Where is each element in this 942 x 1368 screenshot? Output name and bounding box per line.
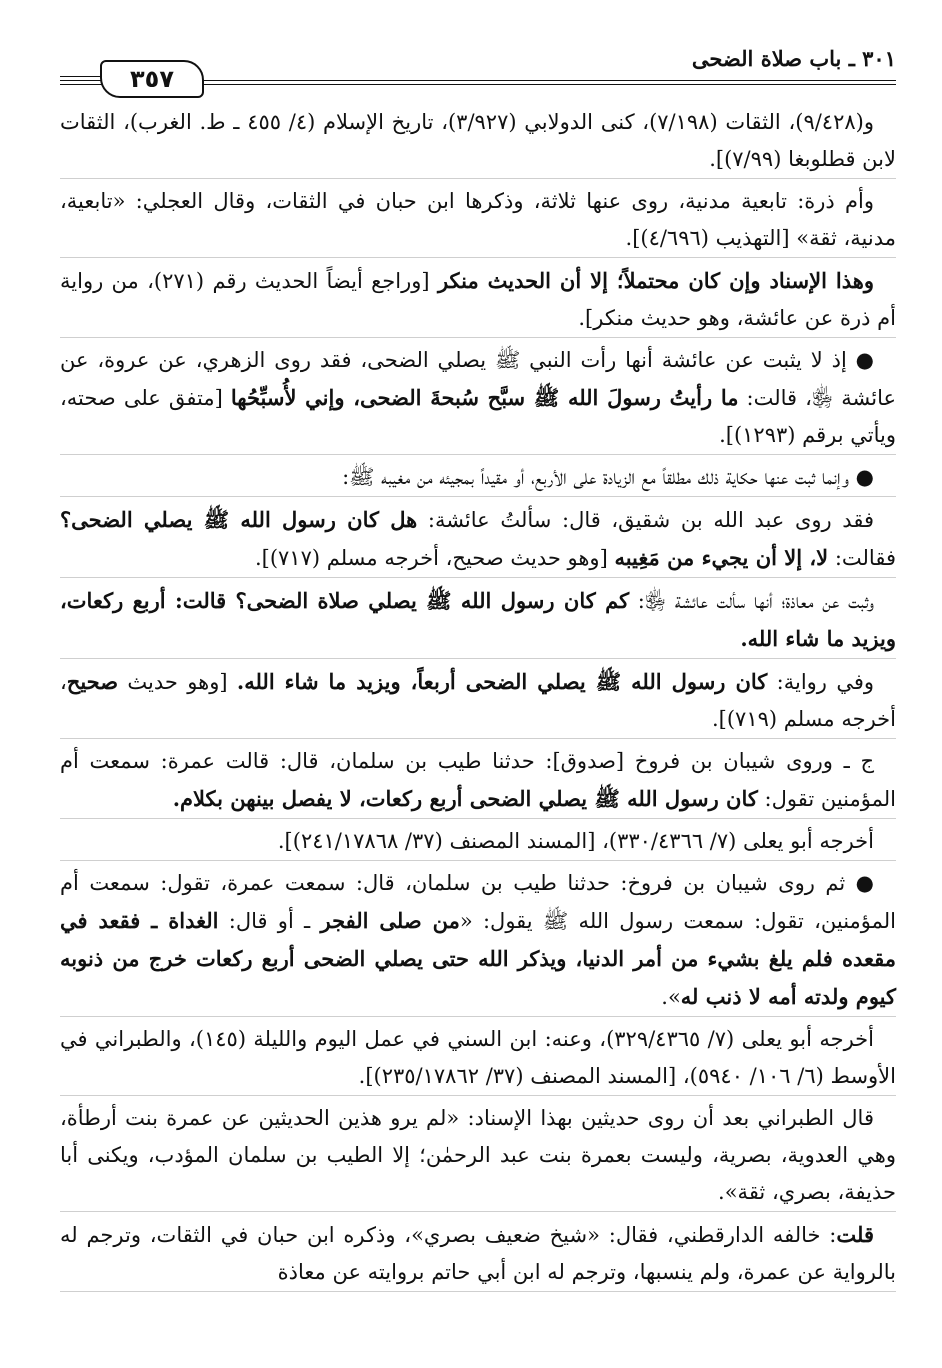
bold-text: الغداة ـ فقعد في مقعده فلم يلغ بشيء من أمر الدنيا، ويذكر الله حتى يصلي الضحى أربع ركعات خرج من ذنوبه كيوم ولدته أمه لا ذنب له	[60, 908, 896, 1009]
bold-text: هل كان رسول الله ﷺ يصلي الضحى؟	[60, 507, 418, 532]
text-run: ».	[661, 985, 681, 1009]
text-run: [وهو حديث صحيح، أخرجه مسلم (٧١٧)].	[254, 546, 615, 570]
paragraph	[60, 183, 896, 258]
document-page	[60, 40, 896, 1340]
page-number: ٣٥٧	[100, 60, 204, 98]
text-run: ـ أو قال:	[218, 909, 321, 933]
paragraph	[60, 823, 896, 861]
text-run: [وهو حديث	[118, 670, 237, 694]
document-body	[60, 104, 896, 1292]
paragraph	[60, 743, 896, 819]
text-run: [متفق على صحته، ويأتي برقم (١٢٩٣)].	[60, 386, 896, 447]
paragraph	[60, 459, 896, 497]
text-run: ● ثم روى شيبان بن فروخ: حدثنا طيب بن سلمان، قال: سمعت عمرة، تقول: سمعت أم المؤمنين، تقول: سمعت رسول الله ﷺ يقول: «	[60, 871, 896, 933]
text-run: أخرجه أبو يعلى (٧/ ٣٢٩/٤٣٦٥)، وعنه: ابن السني في عمل اليوم والليلة (١٤٥)، والطبراني في الأوسط (٦/ ١٠٦/ ٥٩٤٠)، [المسند المصنف (٣٧/ ٢٣٥/١٧٨٦٢)].	[60, 1027, 896, 1088]
paragraph	[60, 1100, 896, 1212]
text-run: ● إذ لا يثبت عن عائشة أنها رأت النبي ﷺ يصلي الضحى، فقد روى الزهري، عن عروة، عن عائشة ﵂، قالت:	[60, 348, 896, 410]
text-run: [وراجع أيضاً الحديث رقم (٢٧١)، من رواية أم ذرة عن عائشة، وهو حديث منكر].	[60, 269, 896, 330]
chapter-title: ٣٠١ ـ باب صلاة الضحى	[691, 46, 896, 71]
bold-text: صحيح	[66, 669, 119, 694]
bold-text: ما رأيتُ رسولَ الله ﷺ سبَّح سُبحةَ الضحى، وإني لأُسبِّحُها	[230, 385, 739, 410]
paragraph	[60, 1216, 896, 1292]
text-run: : خالفه الدارقطني، فقال: «شيخ ضعيف بصري»، وذكره ابن حبان في الثقات، وترجم له بالرواية عن عمرة، ولم ينسبها، وترجم له ابن أبي حاتم بروايته عن معاذة	[60, 1223, 896, 1284]
text-run: ، أخرجه مسلم (٧١٩)].	[60, 670, 896, 731]
paragraph	[60, 582, 896, 659]
page-number-line-double	[60, 80, 100, 81]
paragraph	[60, 865, 896, 1017]
bold-text: كان رسول الله ﷺ يصلي الضحى أربعاً، ويزيد ما شاء الله.	[236, 669, 768, 694]
page-number-line	[60, 76, 100, 77]
text-run: وأم ذرة: تابعية مدنية، روى عنها ثلاثة، وذكرها ابن حبان في الثقات، وقال العجلي: «تابعية، مدنية، ثقة» [التهذيب (٤/٦٩٦)].	[60, 189, 896, 250]
text-run: ج ـ وروى شيبان بن فروخ [صدوق]: حدثنا طيب بن سلمان، قال: قالت عمرة: سمعت أم المؤمنين تقول:	[60, 749, 896, 811]
bold-text: كم كان رسول الله ﷺ يصلي صلاة الضحى؟ قالت: أربع ركعات، ويزيد ما شاء الله.	[60, 588, 896, 651]
paragraph	[60, 663, 896, 739]
text-run: فقالت:	[828, 546, 896, 570]
paragraph	[60, 262, 896, 338]
text-run: فقد روى عبد الله بن شقيق، قال: سألتُ عائشة:	[417, 508, 874, 532]
text-run: وفي رواية:	[767, 670, 874, 694]
paragraph	[60, 1021, 896, 1096]
paragraph	[60, 342, 896, 455]
bold-text: وهذا الإسناد وإن كان محتملاً؛ إلا أن الحديث منكر	[437, 268, 875, 293]
text-run: قال الطبراني بعد أن روى حديثين بهذا الإسناد: «لم يرو هذين الحديثين عن عمرة بنت أرطأة، وهي العدوية، بصرية، وليست بعمرة بنت عبد الرحمٰن؛ إلا الطيب بن سلمان المؤدب، ويكنى أبا حذيفة، بصري، ثقة».	[60, 1106, 896, 1204]
text-run: ● وإنما ثبت عنها حكاية ذلك مطلقاً مع الزيادة على الأربع، أو مقيداً بمجيئه من مغيبه ﷺ:	[342, 465, 874, 489]
text-run: أخرجه أبو يعلى (٧/ ٣٣٠/٤٣٦٦)، [المسند المصنف (٣٧/ ٢٤١/١٧٨٦٨)].	[277, 829, 874, 853]
bold-text: قلت	[836, 1222, 874, 1247]
page-header	[60, 40, 896, 104]
paragraph	[60, 104, 896, 179]
text-run: وثبت عن معاذة؛ أنها سألت عائشة ﵂:	[629, 589, 874, 613]
text-run: و(٩/٤٢٨)، الثقات (٧/١٩٨)، كنى الدولابي (٣/٩٢٧)، تاريخ الإسلام (٤/ ٤٥٥ ـ ط. الغرب)، الثقات لابن قطلوبغا (٧/٩٩)].	[60, 110, 896, 171]
bold-text: كان رسول الله ﷺ يصلي الضحى أربع ركعات، لا يفصل بينهن بكلام.	[172, 786, 758, 811]
paragraph	[60, 501, 896, 578]
bold-text: من صلى الفجر	[320, 908, 460, 933]
bold-text: لا، إلا أن يجيء من مَغِيبه	[614, 545, 829, 570]
